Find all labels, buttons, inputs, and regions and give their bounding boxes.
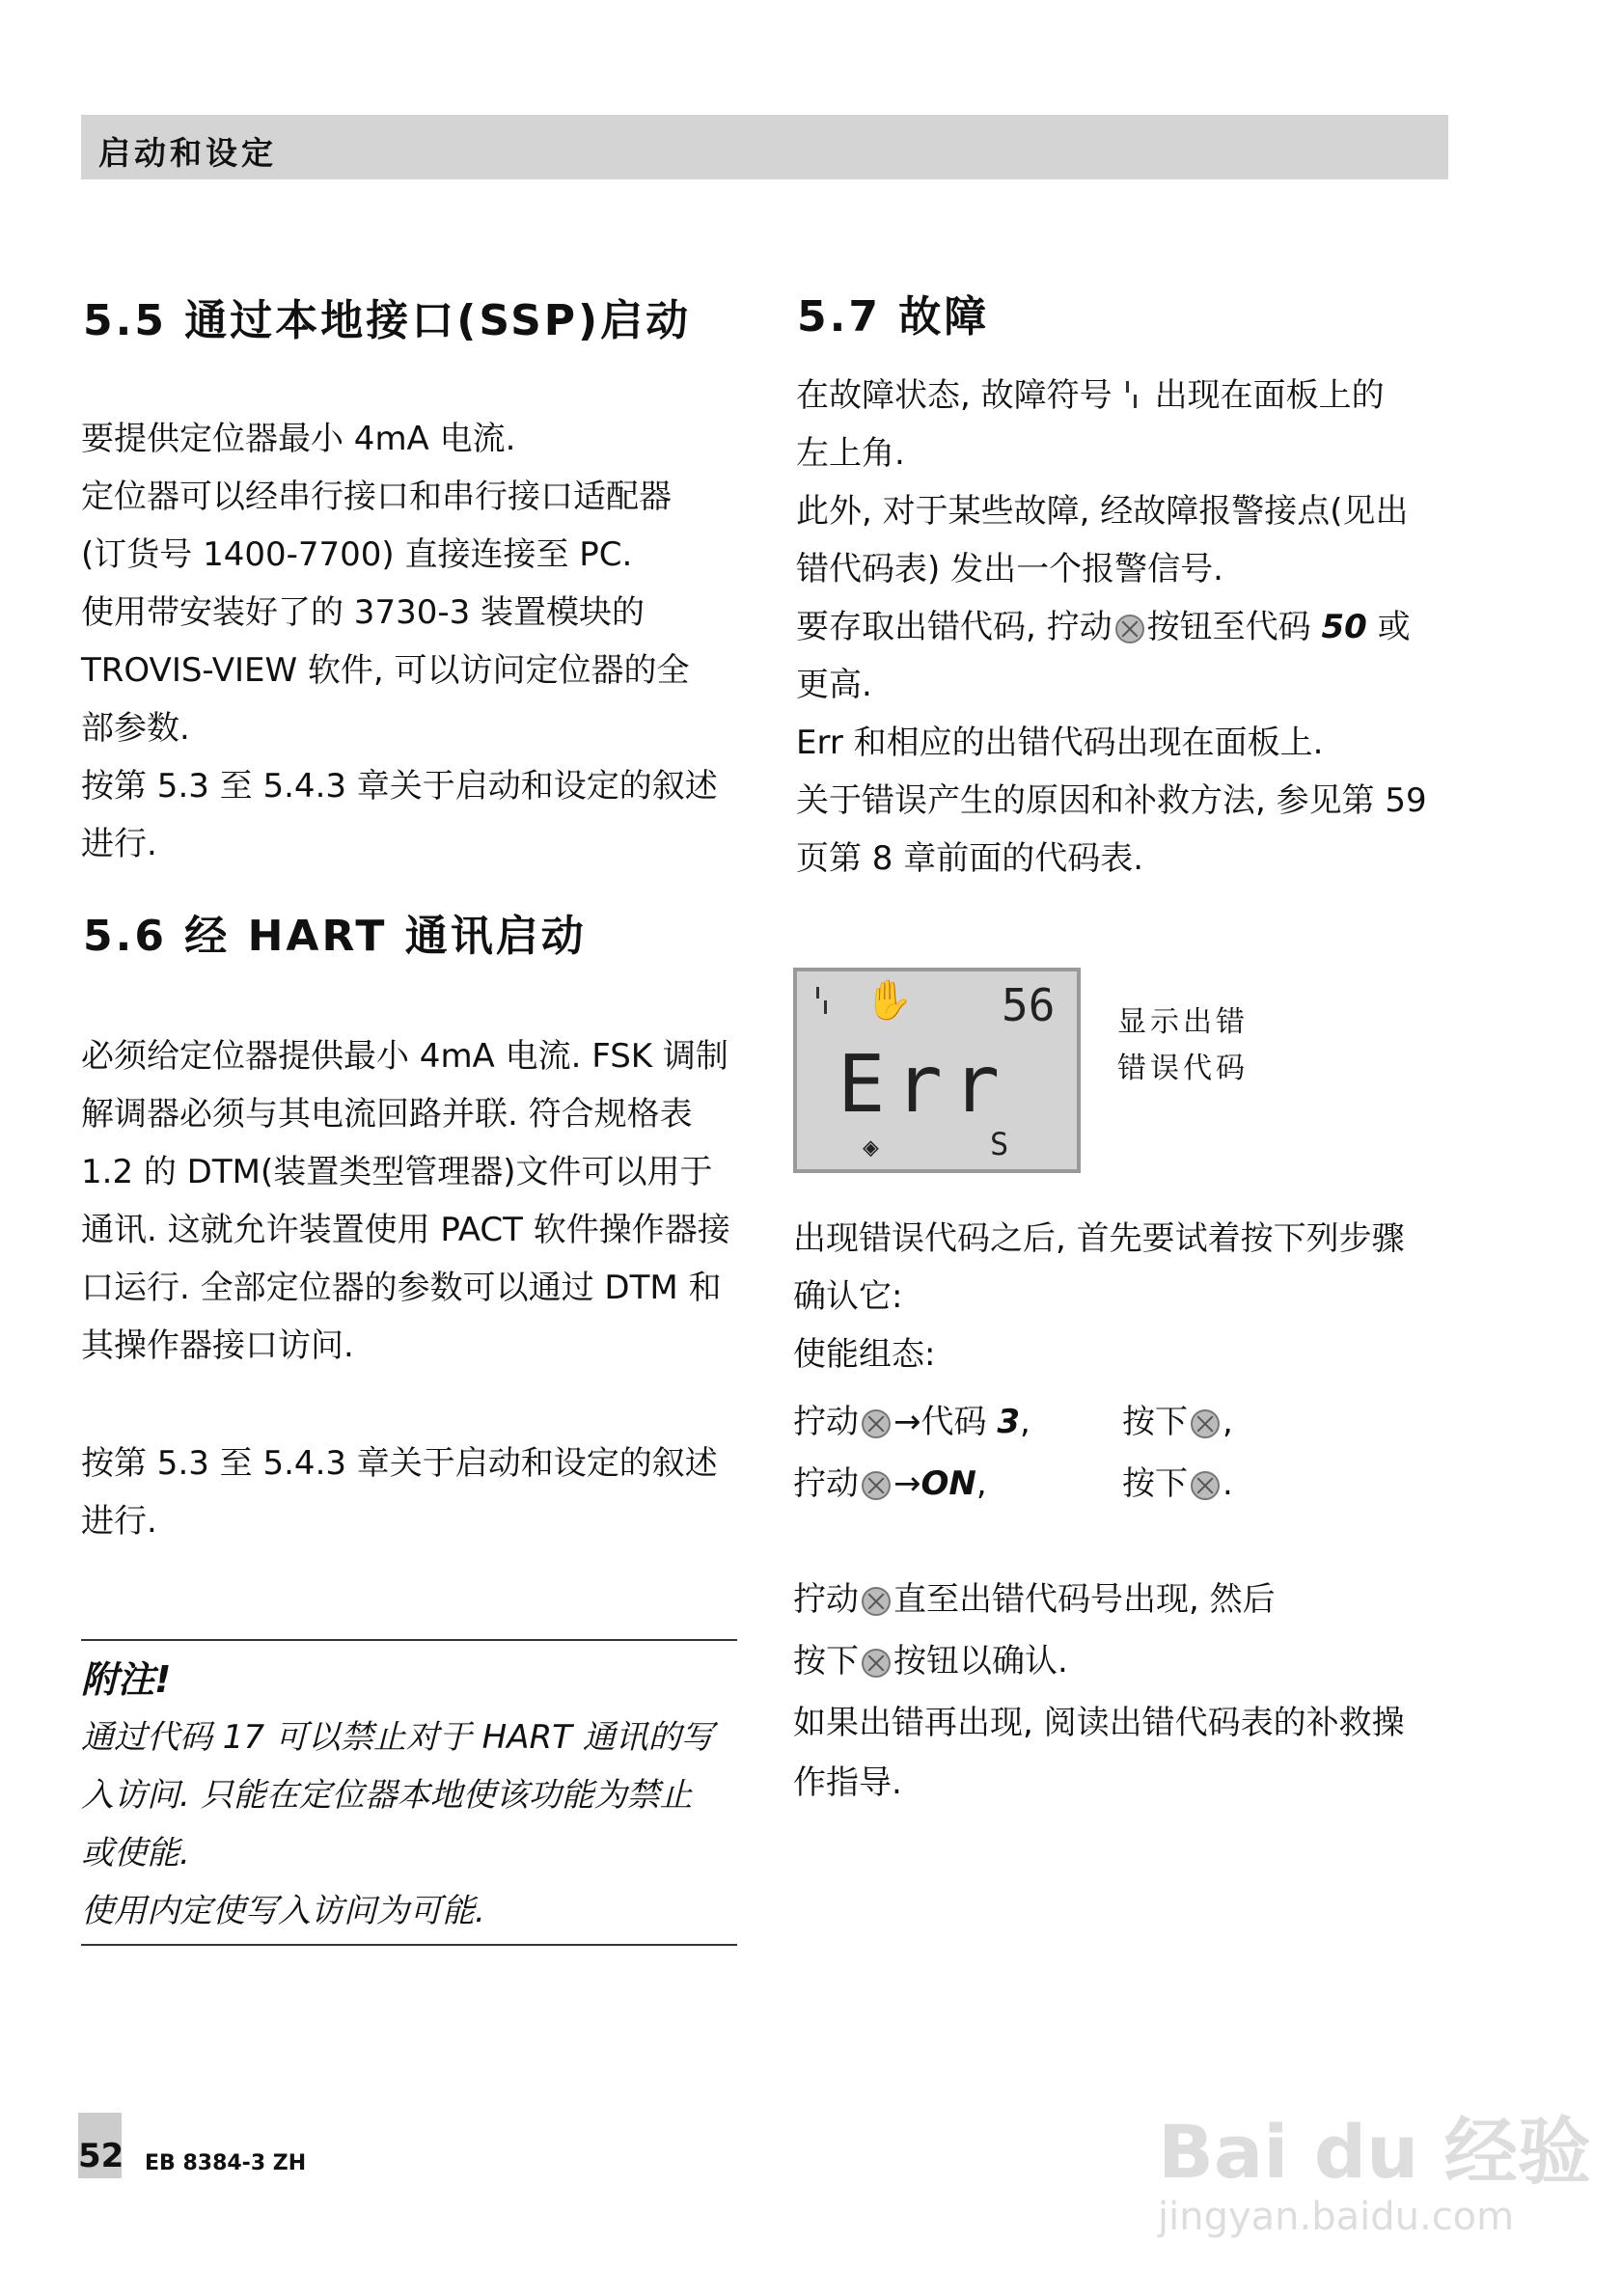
text-line: 出现错误代码之后, 首先要试着按下列步骤 [793,1219,1405,1258]
rotary-knob-icon [862,1471,891,1500]
text-line: 解调器必须与其电流回路并联. 符合规格表 [81,1095,693,1134]
text: 按下 [1122,1403,1188,1441]
step-2-turn [793,1457,987,1504]
note-title: 附注! [81,1658,172,1701]
text-line: TROVIS-VIEW 软件, 可以访问定位器的全 [81,651,690,690]
section-header-title: 启动和设定 [98,134,277,172]
code-value: 50 [1321,608,1367,646]
heading-5-6: 5.6 经 HART 通讯启动 [83,912,587,961]
text-line: 左上角. [796,434,905,473]
paragraph-confirm [793,1210,1405,1383]
text: 拧动 [793,1403,859,1441]
rotary-knob-icon [1191,1471,1220,1500]
text: 拧动 [793,1580,859,1619]
text-line [793,1630,1405,1692]
text-line: 页第 8 章前面的代码表. [796,839,1144,878]
text-line: 通过代码 17 可以禁止对于 HART 通讯的写 [81,1718,714,1757]
step-1-press [1122,1395,1233,1442]
text: 按下 [1122,1464,1188,1503]
text-line: Err 和相应的出错代码出现在面板上. [796,724,1324,762]
text: 在故障状态, 故障符号 [796,376,1113,415]
lcd-code: 56 [1002,979,1056,1031]
config-diamond-icon: ◈ [863,1131,879,1162]
text-line: 1.2 的 DTM(装置类型管理器)文件可以用于 [81,1153,713,1191]
rotary-knob-icon [862,1649,891,1678]
baidu-watermark-logo: Bai du 经验 [1158,2109,1591,2195]
text: 按下 [793,1642,859,1681]
note-rule-bottom [81,1944,737,1946]
text-line: 如果出错再出现, 阅读出错代码表的补救操 [793,1704,1405,1742]
step-1-turn [793,1395,1030,1442]
text-line: 使能组态: [793,1335,936,1374]
text: 拧动 [793,1464,859,1503]
rotary-knob-icon [862,1409,891,1438]
paragraph-acknowledge [793,1569,1405,1812]
heading-5-5: 5.5 通过本地接口(SSP)启动 [83,296,692,345]
text-line: 要提供定位器最小 4mA 电流. [81,420,516,458]
lcd-err-text: Err [838,1039,1010,1131]
note-body [81,1708,714,1940]
text-line: 按第 5.3 至 5.4.3 章关于启动和设定的叙述 [81,1444,718,1483]
text-line: 定位器可以经串行接口和串行接口适配器 [81,478,672,516]
text-line: 入访问. 只能在定位器本地使该功能为禁止 [81,1776,693,1815]
lcd-display-illustration [793,968,1081,1173]
step-2-press [1122,1457,1233,1504]
heading-5-7: 5.7 故障 [797,292,990,342]
fault-symbol-icon [814,985,834,1020]
text-line: 显示出错 [1117,1005,1249,1039]
paragraph-5-6 [81,1027,730,1375]
text: 出现在面板上的 [1154,376,1385,415]
text: . [1223,1464,1233,1503]
document-id: EB 8384-3 ZH [145,2151,307,2175]
text-line: 使用内定使写入访问为可能. [81,1892,485,1930]
paragraph-5-6b [81,1435,718,1550]
paragraph-5-7 [796,367,1427,888]
text-line: 错误代码 [1117,1052,1249,1085]
text: 或 [1377,608,1411,646]
text: →代码 [893,1403,987,1441]
text-line: 进行. [81,825,157,863]
baidu-watermark-url: jingyan.baidu.com [1158,2195,1515,2239]
text: 要存取出错代码, 拧动 [796,608,1113,646]
text-line [793,1569,1405,1630]
text-line: 其操作器接口访问. [81,1326,354,1365]
page-number: 52 [78,2113,122,2178]
code-value: ON [920,1464,976,1503]
hand-override-icon: ✋ [865,978,913,1023]
lcd-caption [1117,999,1249,1092]
text: → [893,1464,921,1503]
text: , [1019,1403,1030,1441]
text-line [796,367,1427,424]
text: 按钮至代码 [1146,608,1311,646]
text-line: 通讯. 这就允许装置使用 PACT 软件操作器接 [81,1211,730,1249]
code-value: 3 [997,1403,1020,1441]
text-line: (订货号 1400-7700) 直接连接至 PC. [81,535,633,574]
lcd-unit: S [990,1126,1009,1162]
text: 按钮以确认. [893,1642,1068,1681]
text-line: 进行. [81,1502,157,1541]
rotary-knob-icon [1115,615,1144,643]
text-line: 口运行. 全部定位器的参数可以通过 DTM 和 [81,1269,722,1307]
section-header-bar [81,115,1448,179]
note-rule-top [81,1639,737,1641]
text-line: 此外, 对于某些故障, 经故障报警接点(见出 [796,492,1409,531]
text-line: 作指导. [793,1763,902,1802]
text-line: 更高. [796,666,872,704]
text-line: 关于错误产生的原因和补救方法, 参见第 59 [796,781,1427,820]
text-line: 必须给定位器提供最小 4mA 电流. FSK 调制 [81,1037,728,1076]
text-line: 错代码表) 发出一个报警信号. [796,550,1223,588]
paragraph-5-5 [81,410,718,873]
text-line: 按第 5.3 至 5.4.3 章关于启动和设定的叙述 [81,767,718,806]
text-line: 确认它: [793,1277,903,1316]
text: , [1223,1403,1233,1441]
text-line: 或使能. [81,1834,190,1872]
text: , [975,1464,987,1503]
text: 直至出错代码号出现, 然后 [893,1580,1276,1619]
rotary-knob-icon [1191,1409,1220,1438]
fault-symbol-icon [1124,379,1143,414]
text-line: 使用带安装好了的 3730-3 装置模块的 [81,593,646,632]
text-line: 部参数. [81,709,190,748]
rotary-knob-icon [862,1587,891,1616]
text-line [796,598,1427,656]
